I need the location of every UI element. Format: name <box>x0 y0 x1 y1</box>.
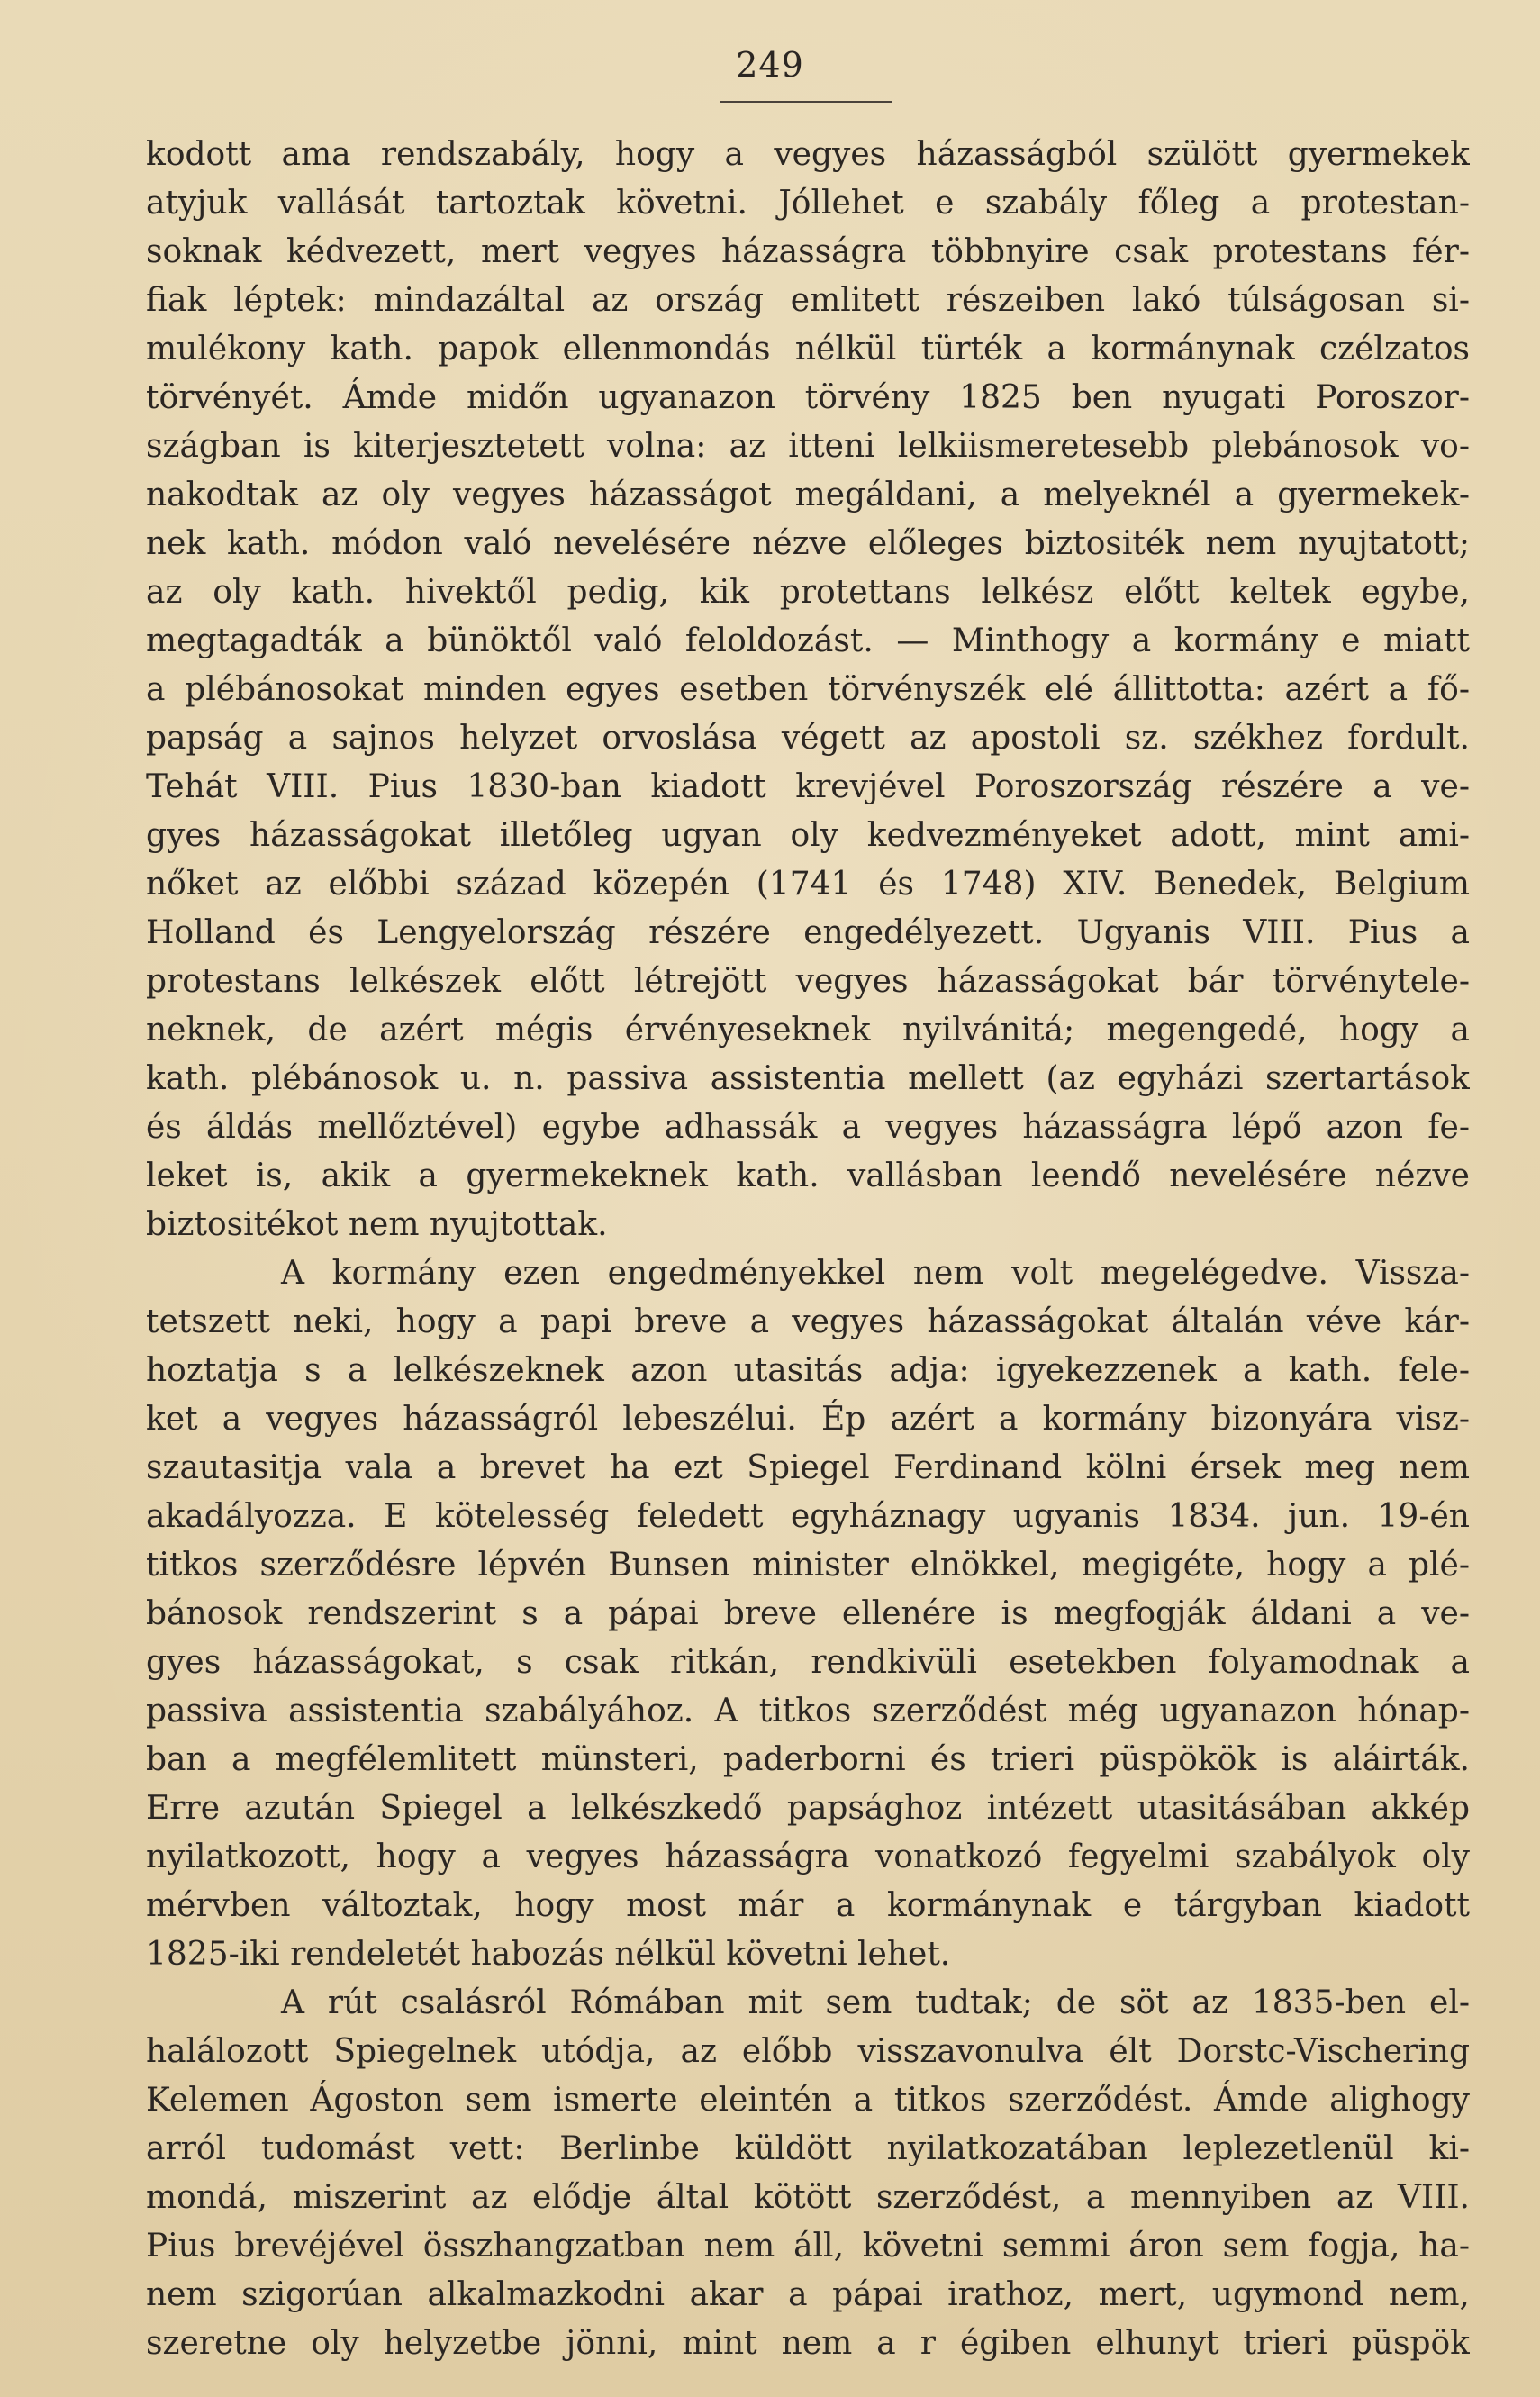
text-line: szautasitja vala a brevet ha ezt Spiegel Ferdinand kölni érsek meg nem <box>146 1449 1470 1486</box>
text-line: gyes házasságokat, s csak ritkán, rendkivüli esetekben folyamodnak a <box>146 1644 1470 1681</box>
text-line: halálozott Spiegelnek utódja, az előbb visszavonulva élt Dorstc-Vischering <box>146 2033 1470 2070</box>
text-line-paragraph-end: 1825-iki rendeletét habozás nélkül követni lehet. <box>146 1936 951 1973</box>
text-line: megtagadták a bünöktől való feloldozást. — Minthogy a kormány e miatt <box>146 622 1470 659</box>
text-line: szeretne oly helyzetbe jönni, mint nem a r égiben elhunyt trieri püspök <box>146 2325 1470 2362</box>
text-line: mulékony kath. papok ellenmondás nélkül türték a kormánynak czélzatos <box>146 331 1470 368</box>
text-line: nakodtak az oly vegyes házasságot megáldani, a melyeknél a gyermekek- <box>146 477 1470 513</box>
text-line: ban a megfélemlitett münsteri, paderborni és trieri püspökök is aláirták. <box>146 1741 1470 1778</box>
text-line: Tehát VIII. Pius 1830-ban kiadott krevjével Poroszország részére a ve- <box>146 768 1470 805</box>
text-line: ket a vegyes házasságról lebeszélui. Ép azért a kormány bizonyára visz- <box>146 1401 1470 1438</box>
text-line: fiak léptek: mindazáltal az ország emlitett részeiben lakó túlságosan si- <box>146 282 1470 319</box>
text-line-paragraph-end: biztositékot nem nyujtottak. <box>146 1206 608 1243</box>
text-line: tetszett neki, hogy a papi breve a vegyes házasságokat általán véve kár- <box>146 1303 1470 1340</box>
text-line: bánosok rendszerint s a pápai breve ellenére is megfogják áldani a ve- <box>146 1595 1470 1632</box>
text-line: protestans lelkészek előtt létrejött vegyes házasságokat bár törvénytele- <box>146 963 1470 1000</box>
text-line: nek kath. módon való nevelésére nézve előleges biztositék nem nyujtatott; <box>146 525 1470 562</box>
text-line: nőket az előbbi század közepén (1741 és 1748) XIV. Benedek, Belgium <box>146 866 1470 903</box>
text-line: szágban is kiterjesztetett volna: az itteni lelkiismeretesebb plebánosok vo- <box>146 428 1470 465</box>
text-line: törvényét. Ámde midőn ugyanazon törvény 1825 ben nyugati Poroszor- <box>146 379 1470 416</box>
text-line: soknak kédvezett, mert vegyes házasságra többnyire csak protestans fér- <box>146 233 1470 270</box>
text-line-paragraph-start: A rút csalásról Rómában mit sem tudtak; de söt az 1835-ben el- <box>281 1984 1470 2021</box>
text-line: hoztatja s a lelkészeknek azon utasitás adja: igyekezzenek a kath. fele- <box>146 1352 1470 1389</box>
text-line: Kelemen Ágoston sem ismerte eleintén a titkos szerződést. Ámde alighogy <box>146 2082 1470 2119</box>
header-rule <box>720 101 892 103</box>
text-line: kath. plébánosok u. n. passiva assistentia mellett (az egyházi szertartások <box>146 1060 1470 1097</box>
text-line-paragraph-start: A kormány ezen engedményekkel nem volt megelégedve. Vissza- <box>281 1255 1470 1292</box>
text-line: mérvben változtak, hogy most már a kormánynak e tárgyban kiadott <box>146 1887 1470 1924</box>
text-line: neknek, de azért mégis érvényeseknek nyilvánitá; megengedé, hogy a <box>146 1012 1470 1049</box>
text-line: Erre azután Spiegel a lelkészkedő papsághoz intézett utasitásában akkép <box>146 1790 1470 1827</box>
text-line: kodott ama rendszabály, hogy a vegyes házasságból szülött gyermekek <box>146 136 1470 173</box>
text-line: akadályozza. E kötelesség feledett egyháznagy ugyanis 1834. jun. 19-én <box>146 1498 1470 1535</box>
page-number: 249 <box>736 45 804 85</box>
text-line: arról tudomást vett: Berlinbe küldött nyilatkozatában leplezetlenül ki- <box>146 2130 1470 2167</box>
text-line: atyjuk vallását tartoztak követni. Jóllehet e szabály főleg a protestan- <box>146 185 1470 222</box>
text-line: papság a sajnos helyzet orvoslása végett az apostoli sz. székhez fordult. <box>146 720 1470 757</box>
text-line: leket is, akik a gyermekeknek kath. vallásban leendő nevelésére nézve <box>146 1158 1470 1194</box>
text-line: Holland és Lengyelország részére engedélyezett. Ugyanis VIII. Pius a <box>146 914 1470 951</box>
text-line: és áldás mellőztével) egybe adhassák a vegyes házasságra lépő azon fe- <box>146 1109 1470 1146</box>
text-line: titkos szerződésre lépvén Bunsen minister elnökkel, megigéte, hogy a plé- <box>146 1547 1470 1584</box>
text-line: gyes házasságokat illetőleg ugyan oly kedvezményeket adott, mint ami- <box>146 817 1470 854</box>
text-line: nem szigorúan alkalmazkodni akar a pápai irathoz, mert, ugymond nem, <box>146 2276 1470 2313</box>
text-line: Pius brevéjével összhangzatban nem áll, követni semmi áron sem fogja, ha- <box>146 2228 1470 2265</box>
text-line: passiva assistentia szabályához. A titkos szerződést még ugyanazon hónap- <box>146 1693 1470 1730</box>
text-line: nyilatkozott, hogy a vegyes házasságra vonatkozó fegyelmi szabályok oly <box>146 1839 1470 1875</box>
text-line: a plébánosokat minden egyes esetben törvényszék elé állittotta: azért a fő- <box>146 671 1470 708</box>
text-line: az oly kath. hivektől pedig, kik protettans lelkész előtt keltek egybe, <box>146 574 1470 611</box>
body-text <box>146 131 1470 2368</box>
text-line: mondá, miszerint az elődje által kötött szerződést, a mennyiben az VIII. <box>146 2179 1470 2216</box>
